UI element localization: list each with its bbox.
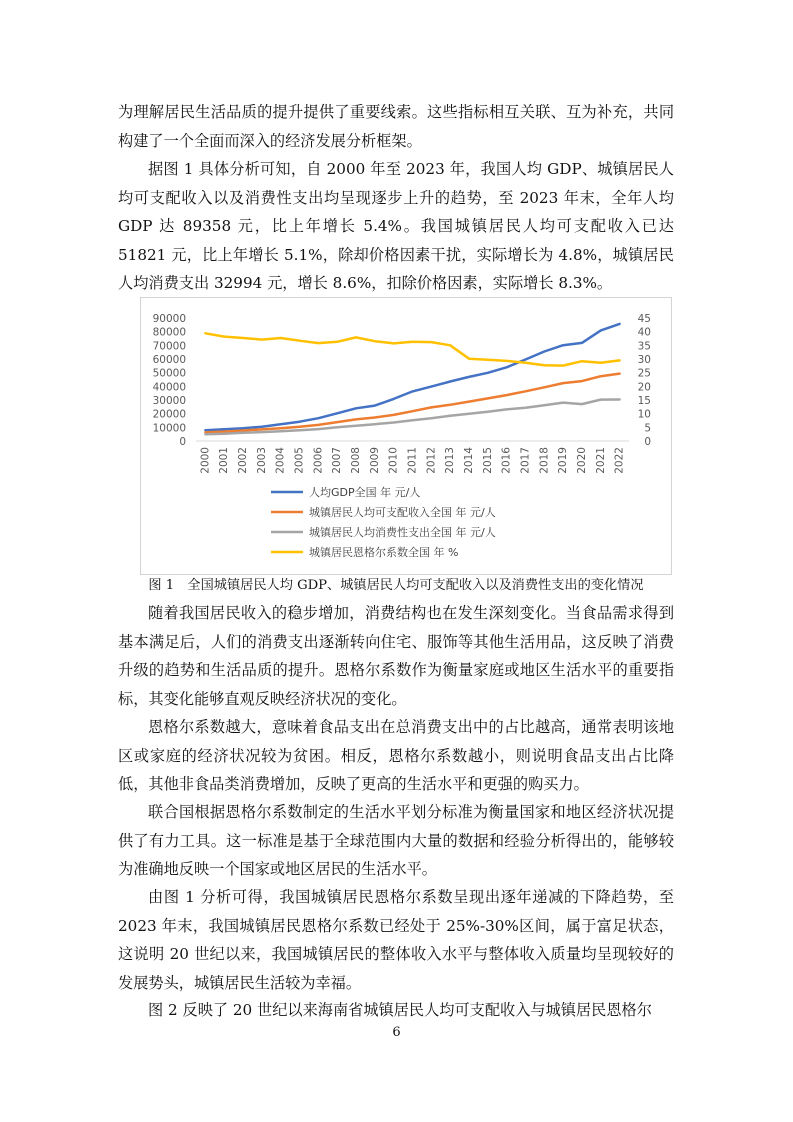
paragraph-un-standard: 联合国根据恩格尔系数制定的生活水平划分标准为衡量国家和地区经济状况提供了有力工具。这一标准是基于全球范围内大量的数据和经验分析得出的，能够较为准确地反映一个国家或地区居民的生活水平。: [118, 803, 674, 878]
y-tick-label-left: 0: [179, 436, 186, 448]
legend-label-1: 人均GDP全国 年 元/人: [309, 486, 421, 499]
y-tick-label-right: 25: [637, 367, 651, 380]
x-tick-label: 2009: [368, 447, 381, 474]
legend-label-3: 城镇居民人均消费性支出全国 年 元/人: [309, 526, 496, 539]
paragraph-intro-continuation: 为理解居民生活品质的提升提供了重要线索。这些指标相互关联、互为补充，共同构建了一个全面而深入的经济发展分析框架。: [118, 103, 674, 150]
x-tick-label: 2002: [237, 447, 250, 474]
paragraph-consumption-structure: 随着我国居民收入的稳步增加，消费结构也在发生深刻变化。当食品需求得到基本满足后，人们的消费支出逐渐转向住宅、服饰等其他生活用品，这反映了消费升级的趋势和生活品质的提升。恩格尔系数作为衡量家庭或地区生活水平的重要指标，其变化能够直观反映经济状况的变化。: [118, 604, 674, 708]
x-tick-label: 2016: [500, 447, 513, 474]
y-tick-label-left: 10000: [152, 422, 186, 435]
y-tick-label-right: 10: [637, 408, 651, 421]
x-tick-label: 2015: [481, 447, 494, 474]
x-tick-label: 2019: [557, 447, 570, 474]
figure-1-chart: [140, 297, 672, 575]
x-tick-label: 2014: [462, 447, 475, 474]
y-tick-label-left: 80000: [152, 326, 186, 339]
x-tick-label: 2018: [538, 447, 551, 474]
series-line-4: [205, 333, 619, 365]
figure-caption: 图 1 全国城镇居民人均 GDP、城镇居民人均可支配收入以及消费性支出的变化情况: [148, 578, 644, 593]
y-tick-label-left: 40000: [152, 381, 186, 394]
y-tick-label-right: 35: [637, 340, 651, 353]
y-tick-label-right: 30: [637, 354, 651, 366]
x-tick-label: 2013: [444, 447, 457, 474]
x-tick-label: 2003: [255, 447, 268, 474]
y-tick-label-left: 70000: [152, 340, 186, 353]
x-tick-label: 2017: [519, 447, 532, 474]
x-tick-label: 2004: [274, 447, 287, 474]
y-tick-label-left: 90000: [152, 313, 186, 325]
x-tick-label: 2020: [575, 447, 588, 474]
x-tick-label: 2005: [293, 447, 306, 474]
y-tick-label-right: 5: [644, 422, 651, 435]
paragraph-figure1-analysis: 据图 1 具体分析可知，自 2000 年至 2023 年，我国人均 GDP、城镇居民人均可支配收入以及消费性支出均呈现逐步上升的趋势，至 2023 年末，全年人均 GDP 达 89358 元，比上年增长 5.4%。我国城镇居民人均可支配收入已达 51821 元，比上年增长 5.1%，除却价格因素干扰，实际增长为 4.8%，城镇居民人均消费支出 32994 元，增长 8.6%，扣除价格因素，实际增长 8.3%。: [118, 160, 674, 292]
x-tick-label: 2021: [594, 447, 607, 474]
y-tick-label-right: 20: [637, 381, 651, 394]
y-tick-label-right: 0: [644, 436, 651, 448]
x-tick-label: 2012: [425, 447, 438, 474]
y-tick-label-left: 50000: [152, 367, 186, 380]
x-tick-label: 2011: [406, 447, 419, 474]
y-tick-label-right: 40: [637, 326, 651, 339]
page-number: 6: [392, 1025, 401, 1040]
x-tick-label: 2001: [218, 447, 231, 474]
line-chart: [141, 298, 671, 574]
paragraph-engel-definition: 恩格尔系数越大，意味着食品支出在总消费支出中的占比越高，通常表明该地区或家庭的经济状况较为贫困。相反，恩格尔系数越小，则说明食品支出占比降低，其他非食品类消费增加，反映了更高的生活水平和更强的购买力。: [118, 718, 674, 793]
legend-label-2: 城镇居民人均可支配收入全国 年 元/人: [309, 506, 496, 519]
x-tick-label: 2000: [199, 447, 212, 474]
x-tick-label: 2008: [350, 447, 363, 474]
paragraph-engel-trend: 由图 1 分析可得，我国城镇居民恩格尔系数呈现出逐年递减的下降趋势，至 2023 年末，我国城镇居民恩格尔系数已经处于 25%-30%区间，属于富足状态，这说明 20 世纪以来，我国城镇居民的整体收入水平与整体收入质量均呈现较好的发展势头，城镇居民生活较为幸福。: [118, 888, 674, 992]
x-tick-label: 2010: [387, 447, 400, 474]
x-tick-label: 2022: [613, 447, 626, 474]
y-tick-label-right: 15: [637, 395, 651, 407]
y-tick-label-left: 60000: [152, 354, 186, 366]
x-tick-label: 2007: [331, 447, 344, 474]
y-tick-label-left: 20000: [152, 408, 186, 421]
x-tick-label: 2006: [312, 447, 325, 474]
paragraph-figure2-intro: 图 2 反映了 20 世纪以来海南省城镇居民人均可支配收入与城镇居民恩格尔: [148, 1001, 652, 1019]
y-tick-label-right: 45: [637, 313, 651, 325]
legend-label-4: 城镇居民恩格尔系数全国 年 %: [309, 546, 459, 559]
y-tick-label-left: 30000: [152, 395, 186, 407]
